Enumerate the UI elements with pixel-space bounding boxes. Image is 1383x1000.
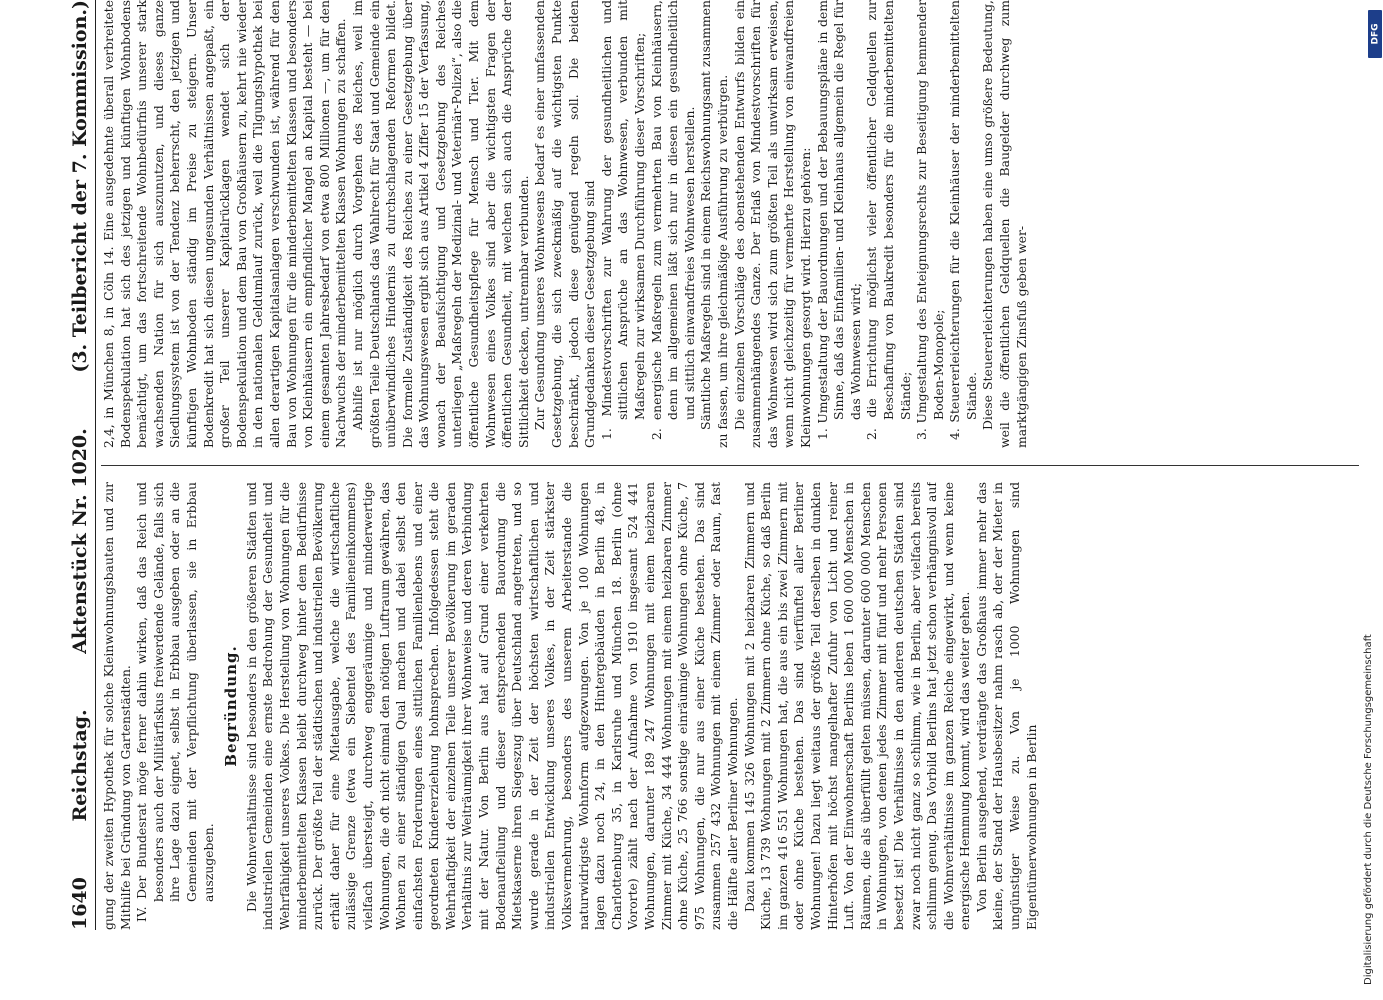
column-divider (101, 465, 1359, 466)
rotated-document-page (57, 0, 1367, 930)
logo-text: DFG (1370, 23, 1381, 45)
list-item: IV. Der Bundesrat möge ferner dahin wirken, daß das Reich und besonders auch der Militärfiskus freiwerdende Gelände, falls sich ihre Lage dazu eignet, selbst in Erbbau ausgeben oder an die Gemeinden mit der Verpflichtung überlassen, sie in Erbbau auszugeben. (134, 482, 216, 922)
section-heading: Begründung. (222, 645, 241, 767)
paragraph: 2,4, in München 8, in Cöln 14. Eine ausgedehnte überall verbreitete Bodenspekulation hat sich des jetzigen und künftigen Wohnbodens bemächtigt, um das fortschreitende Wohnbedürfnis unserer stark wachsenden Nation für sich auszunutzen, und dieses ganze Siedlungssystem ist von der Tendenz beherrscht, den jetzigen und künftigen Wohnboden ständig im Preise zu steigern. Unser Bodenkredit hat sich diesen ungesunden Verhältnissen angepaßt, ein großer Teil unserer Kapitalrücklagen wendet sich der Bodenspekulation und dem Bau von Großhäusern zu, kehrt nie wieder in den nationalen Geldumlauf zurück, weil die Tilgungshypothek bei allen derartigen Kapitalsanlagen verschwunden ist, während für den Bau von Wohnungen für die minderbemittelten Klassen und besonders von Kleinhäusern ein empfindlicher Mangel an Kapital besteht — bei einem gesamten Jahresbedarf von etwa 800 Millionen —, um für den Nachwuchs der minderbemittelten Klassen Wohnungen zu schaffen. (101, 0, 349, 448)
digitization-note (1357, 10, 1379, 990)
paragraph: Die Wohnverhältnisse sind besonders in den größeren Städten und industriellen Gemeinden eine ernste Bedrohung der Gesundheit und Wehrfähigkeit unseres Volkes. Die Herstellung von Wohnungen für die minderbemittelten Klassen bleibt durchweg hinter dem Bedürfnisse zurück. Der größte Teil der städtischen und industriellen Bevölkerung erhält daher für eine Mietausgabe, welche die wirtschaftliche zulässige Grenze (etwa ein Siebentel des Familieneinkommens) vielfach übersteigt, durchweg enggeräumige und minderwertige Wohnungen, die oft nicht einmal den nötigen Luftraum gewähren, das Wohnen zu einer ständigen Qual machen und dabei selbst den einfachsten Forderungen eines sittlichen Familienlebens und einer geordneten Kindererziehung hohnsprechen. Infolgedessen steht die Wehrhaftigkeit der einzelnen Teile unserer Bevölkerung im geraden Verhältnis zur Weiträumigkeit ihrer Wohnweise und deren Verbindung mit der Natur. Von Berlin aus hat auf Grund einer verkehrten Bodenaufteilung und dieser entsprechenden Bauordnung die Mietskaserne ihren Siegeszug über Deutschland angetreten, und so wurde gerade in der Zeit der höchsten wirtschaftlichen und industriellen Entwicklung unseres Volkes, in der Zeit stärkster Volksvermehrung, besonders des unserem Arbeiterstande die naturwidrigste Wohnform aufgezwungen. Von je 100 Wohnungen lagen dazu noch 24, in den Hintergebäuden in Berlin 48, in Charlottenburg 35, in Karlsruhe und München 18. Berlin (ohne Vororte) zählt nach der Aufnahme von 1910 insgesamt 524 441 Wohnungen, darunter 189 247 Wohnungen mit einem heizbaren Zimmer mit Küche, 34 444 Wohnungen mit einem heizbaren Zimmer ohne Küche, 25 766 sonstige einräumige Wohnungen ohne Küche, 7 975 Wohnungen, die nur aus einer Küche bestehen. Das sind zusammen 257 432 Wohnungen mit einem Zimmer oder Raum, fast die Hälfte aller Berliner Wohnungen. (243, 482, 740, 930)
list-item: 1. Umgestaltung der Bauordnungen und der Bebauungspläne in dem Sinne, daß das Einfamilien- und Kleinhaus allgemein die Regel für das Wohnwesen wird; (814, 0, 863, 440)
list-item: 1. Mindestvorschriften zur Wahrung der gesundheitlichen und sittlichen Ansprüche an das Wohnwesen, verbunden mit Maßregeln zur wirksamen Durchführung dieser Vorschriften; (598, 0, 647, 440)
list-item: 2. die Errichtung möglichst vieler öffentlicher Geldquellen zur Beschaffung von Baukredit besonders für die minderbemittelten Stände; (864, 0, 913, 440)
institution-name: Reichstag. (69, 709, 91, 822)
document-number: Aktenstück Nr. 1020. (69, 428, 91, 654)
paragraph: Abhilfe ist nur möglich durch Vorgehen des Reiches, weil im größten Teile Deutschlands das Wahlrecht für Staat und Gemeinde ein unüberwindliches Hindernis zu durchschlagenden Reformen bildet. Die formelle Zuständigkeit des Reiches zu einer Gesetzgebung über das Wohnungswesen ergibt sich aus Artikel 4 Ziffer 15 der Verfassung, wonach der Beaufsichtigung und Gesetzgebung des Reiches unterliegen „Maßregeln der Medizinal- und Veterinär-Polizei“, also die öffentliche Gesundheitspflege für Mensch und Tier. Mit dem Wohnwesen eines Volkes sind aber die wichtigsten Fragen der öffentlichen Gesundheit, mit welchen sich auch die Ansprüche der Sittlichkeit decken, untrennbar verbunden. (349, 0, 531, 448)
page-header (57, 0, 96, 930)
paragraph: Sämtliche Maßregeln sind in einem Reichswohnungsamt zusammen zu fassen, um ihre gleichmäßige Ausführung zu verbürgen. (698, 0, 730, 448)
paragraph: Diese Steuererleichterungen haben eine umso größere Bedeutung, weil die öffentlichen Geldquellen die Baugelder durchweg zum marktgängigen Zinsfuß geben wer- (980, 0, 1029, 448)
paragraph: Zur Gesundung unseres Wohnwesens bedarf es einer umfassenden Gesetzgebung, die sich zweckmäßig auf die wichtigsten Punkte beschränkt, jedoch diese genügend regeln soll. Die beiden Grundgedanken dieser Gesetzgebung sind (532, 0, 598, 448)
list-item: 3. Umgestaltung des Enteignungsrechts zur Beseitigung hemmender Boden-Monopole; (914, 0, 946, 440)
paragraph: Die einzelnen Vorschläge des obenstehenden Entwurfs bilden ein zusammenhängendes Ganze. Der Erlaß von Mindestvorschriften für das Wohnwesen wird sich zum größten Teil als unwirksam erweisen, wenn nicht gleichzeitig für vermehrte Herstellung von einwandfreien Kleinwohnungen gesorgt wird. Hierzu gehören: (731, 0, 813, 448)
list-item: 4. Steuererleichterungen für die Kleinhäuser der minderbemittelten Stände. (947, 0, 979, 440)
left-column (101, 482, 1359, 930)
paragraph: Dazu kommen 145 326 Wohnungen mit 2 heizbaren Zimmern und Küche, 13 739 Wohnungen mit 2 Zimmern ohne Küche, so daß Berlin im ganzen 416 551 Wohnungen hat, die aus ein bis zwei Zimmern mit oder ohne Küche bestehen. Das sind vierfünftel aller Berliner Wohnungen! Dazu liegt weitaus der größte Teil derselben in dunklen Hinterhöfen mit höchst mangelhafter Zufuhr von Licht und reiner Luft. Von der Einwohnerschaft Berlins leben 1 600 000 Menschen in Räumen, die als überfüllt gelten müssen, darunter 600 000 Menschen in Wohnungen, von denen jedes Zimmer mit fünf und mehr Personen besetzt ist! Die Verhältnisse in den anderen deutschen Städten sind zwar noch nicht ganz so schlimm, wie in Berlin, aber vielfach bereits schlimm genug. Das Vorbild Berlins hat jetzt schon verhängnisvoll auf die Wohnverhältnisse im ganzen Reiche eingewirkt, und wenn keine energische Hemmung kommt, wird das weiter gehen. (741, 482, 973, 930)
report-title: (3. Teilbericht der 7. Kommission.) (69, 0, 91, 373)
paragraph: Von Berlin ausgehend, verdrängte das Großhaus immer mehr das kleine, der Stand der Hausbesitzer nahm rasch ab, der der Mieter in ungünstiger Weise zu. Von je 1000 Wohnungen sind Eigentümerwohnungen in Berlin (973, 482, 1039, 930)
dfg-logo (1368, 10, 1382, 58)
right-column (101, 0, 1359, 448)
paragraph: gung der zweiten Hypothek für solche Kleinwohnungsbauten und zur Mithilfe bei Gründung von Gartenstädten. (101, 482, 133, 930)
list-item: 2. energische Maßregeln zum vermehrten Bau von Kleinhäusern, denn im allgemeinen läßt sich nur in diesen ein gesundheitlich und sittlich einwandfreies Wohnwesen herstellen. (648, 0, 697, 440)
funding-credit: Digitalisierung gefördert durch die Deutsche Forschungsgemeinschaft (1363, 634, 1374, 985)
page-number: 1640 (69, 877, 91, 930)
